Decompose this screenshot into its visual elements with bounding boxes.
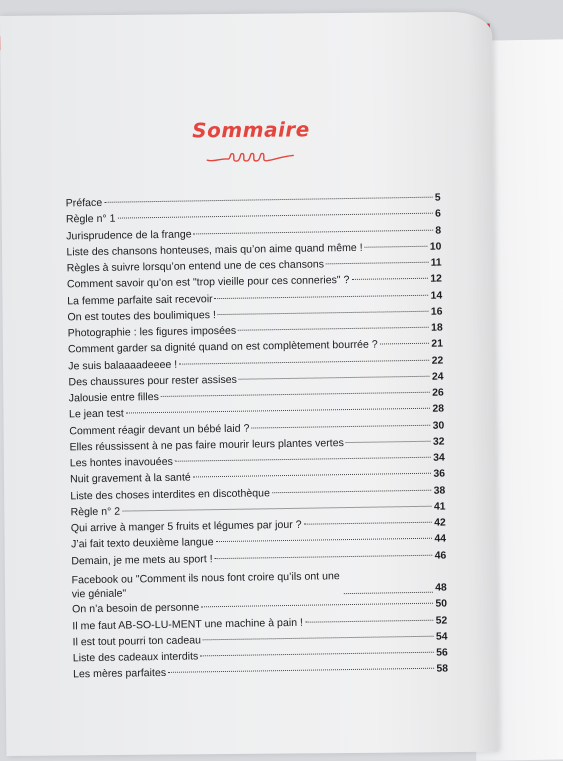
toc-entry-label: Les hontes inavouées bbox=[69, 455, 173, 470]
toc-entry-page: 36 bbox=[433, 468, 446, 480]
toc-entry-label: On n’a besoin de personne bbox=[71, 601, 200, 616]
toc-entry-label: Demain, je me mets au sport ! bbox=[71, 552, 213, 567]
toc-entry-page: 12 bbox=[430, 273, 443, 285]
dot-leader bbox=[344, 592, 433, 594]
dot-leader bbox=[346, 440, 431, 442]
toc-entry-page: 28 bbox=[432, 403, 445, 415]
toc-entry-label: Liste des cadeaux interdits bbox=[72, 650, 199, 665]
toc-entry-label: Jalousie entre filles bbox=[68, 390, 159, 405]
toc-entry-label: J’ai fait texto deuxième langue bbox=[70, 536, 214, 551]
dot-leader bbox=[351, 278, 428, 280]
toc-entry-page: 41 bbox=[433, 501, 446, 513]
dot-leader bbox=[200, 652, 434, 657]
dot-leader bbox=[161, 392, 430, 397]
toc-entry-page: 6 bbox=[435, 208, 441, 220]
toc-entry-page: 22 bbox=[431, 355, 444, 367]
dot-leader bbox=[104, 197, 433, 203]
dot-leader bbox=[201, 603, 433, 608]
toc-entry-page: 26 bbox=[432, 387, 444, 399]
toc-entry-page: 56 bbox=[436, 647, 448, 659]
toc-entry-label: On est toutes des boulimiques ! bbox=[67, 308, 216, 324]
toc-entry-label: Jurisprudence de la frange bbox=[66, 227, 192, 242]
toc-entry-label: Il est tout pourri ton cadeau bbox=[72, 634, 202, 649]
toc-entry-page: 54 bbox=[435, 631, 448, 643]
toc-entry-label: Des chaussures pour rester assises bbox=[68, 373, 237, 389]
dot-leader bbox=[216, 538, 433, 542]
toc-entry-label: Règle n° 2 bbox=[70, 505, 121, 519]
dot-leader bbox=[118, 213, 434, 219]
toc-entry-label: Comment garder sa dignité quand on est complètement bourrée ? bbox=[67, 338, 378, 356]
toc-entry-page: 52 bbox=[435, 614, 448, 627]
dot-leader bbox=[215, 294, 429, 298]
dot-leader bbox=[272, 489, 432, 493]
toc-entry-page: 5 bbox=[434, 192, 441, 204]
toc-entry-page: 38 bbox=[433, 485, 446, 497]
dot-leader bbox=[122, 505, 432, 511]
dot-leader bbox=[126, 408, 431, 414]
toc-entry-label: Le jean test bbox=[68, 407, 124, 421]
flourish-ornament-icon bbox=[205, 147, 295, 168]
page-title: Sommaire bbox=[192, 117, 310, 143]
toc-entry-label: Règle n° 1 bbox=[65, 212, 116, 226]
toc-entry-page: 58 bbox=[436, 663, 449, 675]
toc-entry-label: Elles réussissent à ne pas faire mourir leurs plantes vertes bbox=[69, 436, 344, 454]
toc-entry-label: Nuit gravement à la santé bbox=[69, 471, 191, 486]
toc-entry-label: Liste des choses interdites en discothèque bbox=[70, 486, 271, 502]
toc-entry-page: 44 bbox=[434, 533, 447, 545]
dot-leader bbox=[194, 229, 434, 234]
dot-leader bbox=[218, 310, 429, 314]
toc-entry-page: 16 bbox=[430, 306, 443, 318]
toc-entry-page: 14 bbox=[430, 290, 443, 302]
toc-entry-page: 11 bbox=[430, 257, 442, 269]
toc-entry-page: 24 bbox=[431, 371, 444, 383]
dot-leader bbox=[238, 327, 429, 331]
toc-entry-page: 30 bbox=[432, 420, 445, 432]
toc-entry-label: Liste des chansons honteuses, mais qu’on aime quand même ! bbox=[66, 241, 363, 259]
toc-entry-page: 18 bbox=[431, 322, 443, 334]
toc-entry-page: 42 bbox=[434, 517, 446, 529]
dot-leader bbox=[203, 635, 434, 640]
dot-leader bbox=[251, 424, 430, 428]
dot-leader bbox=[239, 375, 430, 379]
dot-leader bbox=[305, 619, 434, 622]
dot-leader bbox=[193, 473, 432, 478]
toc-entry-label: Les mères parfaites bbox=[73, 667, 167, 681]
toc-entry-label: Je suis balaaaadeeee ! bbox=[68, 358, 178, 372]
book-page bbox=[0, 12, 498, 756]
toc-entry-label: Qui arrive à manger 5 fruits et légumes par jour ? bbox=[70, 518, 302, 535]
dot-leader bbox=[179, 359, 429, 364]
toc-entry-page: 8 bbox=[435, 225, 442, 237]
toc-entry-page: 10 bbox=[429, 241, 442, 253]
dot-leader bbox=[326, 262, 429, 265]
toc-entry-label: Préface bbox=[65, 196, 103, 210]
dot-leader bbox=[304, 522, 433, 525]
toc-entry-page: 50 bbox=[435, 598, 448, 610]
dot-leader bbox=[380, 343, 430, 345]
toc-entry-label: Comment réagir devant un bébé laid ? bbox=[69, 422, 250, 437]
toc-entry-label: Comment savoir qu’on est "trop vieille pour ces conneries" ? bbox=[66, 274, 350, 291]
table-of-contents bbox=[66, 190, 449, 683]
dot-leader bbox=[365, 246, 428, 248]
toc-entry-page: 21 bbox=[431, 338, 444, 350]
toc-entry-page: 34 bbox=[433, 452, 445, 464]
toc-entry-label: Il me faut AB-SO-LU-MENT une machine à pain ! bbox=[72, 616, 304, 632]
toc-entry-label: Règles à suivre lorsqu’on entend une de ces chansons bbox=[66, 258, 325, 275]
dot-leader bbox=[175, 457, 431, 462]
dot-leader bbox=[215, 554, 433, 558]
toc-entry-page: 32 bbox=[432, 436, 445, 448]
toc-entry-label: La femme parfaite sait recevoir bbox=[67, 292, 213, 307]
dot-leader bbox=[168, 668, 434, 673]
toc-entry-page: 48 bbox=[435, 582, 447, 594]
toc-entry-page: 46 bbox=[434, 549, 447, 562]
toc-entry-label: Photographie : les figures imposées bbox=[67, 324, 237, 340]
toc-entry-label: Facebook ou "Comment ils nous font croire qu’ils ont une vie géniale" bbox=[71, 570, 340, 601]
